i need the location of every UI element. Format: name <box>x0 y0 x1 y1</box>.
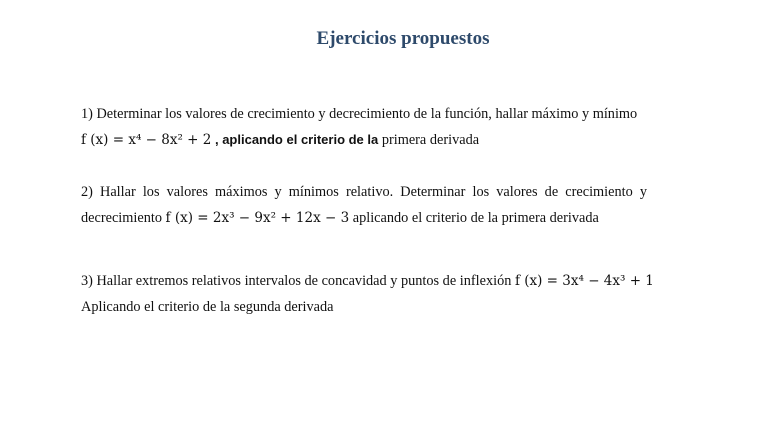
exercise-1-bold-text: , aplicando el criterio de la <box>211 132 379 147</box>
exercise-1-tail: primera derivada <box>378 132 480 148</box>
exercise-1 <box>81 101 647 153</box>
page-title: Ejercicios propuestos <box>316 28 490 49</box>
exercise-3-line-2: Aplicando el criterio de la segunda derivada <box>81 299 334 315</box>
exercise-2-tail: aplicando el criterio de la primera derivada <box>349 210 599 226</box>
exercise-1-line-1: 1) Determinar los valores de crecimiento y decrecimiento de la función, hallar máximo y mínimo <box>81 106 638 122</box>
exercise-3 <box>81 268 681 320</box>
exercise-3-lead: 3) Hallar extremos relativos intervalos de concavidad y puntos de inflexión <box>81 273 515 289</box>
exercise-2-line-2 <box>81 205 647 231</box>
exercise-2-lead: decrecimiento <box>81 210 166 226</box>
exercise-2-formula: f (x) = 2x³ − 9x² + 12x − 3 <box>165 210 350 226</box>
exercise-2 <box>81 179 647 231</box>
exercise-1-formula: f (x) = x⁴ − 8x² + 2 <box>81 132 212 148</box>
exercise-3-line-1 <box>81 268 681 294</box>
exercise-3-formula: f (x) = 3x⁴ − 4x³ + 1 <box>514 273 654 289</box>
exercise-1-line-2 <box>81 127 647 153</box>
exercise-2-line-1: 2) Hallar los valores máximos y mínimos relativo. Determinar los valores de crecimiento y <box>81 184 647 200</box>
